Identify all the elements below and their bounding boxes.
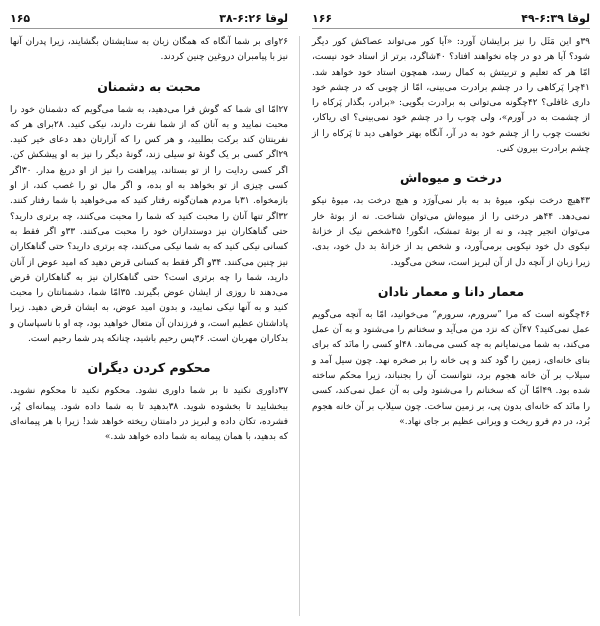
chapter-reference: لوقا ۶:۳۹-۴۹ xyxy=(521,12,590,25)
page-header xyxy=(312,12,590,29)
left-page xyxy=(0,0,298,626)
body-paragraph: ۳۹و این مَثَل را نیز برایشان آورد: «آیا کور می‌تواند عصاکش کور دیگر شود؟ آیا هر دو در چاه نخواهند افتاد؟ ۴۰شاگرد، برتر از استاد خود نیست، امّا هر که تعلیم و تربیتش به کمال رسد، همچون استاد خود خواهد شد. ۴۱چرا پَرکاهی را در چشم برادرت می‌بینی، امّا از چوبی که در چشم خود داری غافلی؟ ۴۲چگونه می‌توانی به برادرت بگویی: «برادر، بگذار پَرکاه را از چشمت به در آورم»، ولی چوب را در چشم خود نمی‌بینی؟ ای ریاکار، نخست چوب را از چشم خود به در آر، آنگاه بهتر خواهی دید تا پَرکاه را از چشم برادرت بیرون کنی. xyxy=(312,37,590,155)
section-heading: درخت و میوه‌اش xyxy=(400,170,502,186)
page-number: ۱۶۶ xyxy=(312,12,333,25)
body-paragraph: ۲۷امّا ای شما که گوش فرا می‌دهید، به شما می‌گویم که دشمنان خود را محبت نمایید و به آنان که از شما نفرت دارند، نیکی کنید. ۲۸برای هر که نفرینتان کند برکت بطلبید، و هر کس را که آزارتان دهد دعای خیر کنید. ۲۹اگر کسی بر یک گونهٔ تو سیلی زند، گونهٔ دیگر را نیز به او پیشکش کن. اگر کسی ردایت را از تو بستاند، پیراهنت را نیز از او دریغ مدار. ۳۰اگر کسی چیزی از تو بخواهد به او بده، و اگر مال تو را غصب کند، از او بازمخواه. ۳۱با مردم همان‌گونه رفتار کنید که می‌خواهید با شما رفتار کنند. ۳۲اگر تنها آنان را محبت کنید که شما را محبت می‌کنند، چه برتری دارید؟ حتی گناهکاران نیز دوستداران خود را محبت می‌کنند. ۳۳و اگر فقط به کسانی نیکی کنید که به شما نیکی می‌کنند، چه برتری دارید؟ حتی گناهکاران نیز چنین می‌کنند. ۳۴و اگر فقط به کسانی قرض دهید که امید عوض از آنان دارید، شما را چه برتری است؟ حتی گناهکاران نیز به گناهکاران قرض می‌دهند تا روزی از ایشان عوض بگیرند. ۳۵امّا شما، دشمنانتان را محبت کنید و به آنها نیکی نمایید، و بدون امید عوض، به ایشان قرض دهید. زیرا پاداشتان عظیم است، و فرزندان آن متعال خواهید بود، چه او با ناسپاسان و بدکاران مهربان است. ۳۶پس رحیم باشید، چنانکه پدر شما رحیم است. xyxy=(10,104,288,345)
page-header xyxy=(10,12,288,29)
chapter-reference: لوقا ۶:۲۶-۳۸ xyxy=(219,12,288,25)
intro-paragraph: ۲۶وای بر شما آنگاه که همگان زبان به ستایشتان بگشایند، زیرا پدران آنها نیز با پیامبران دروغین چنین کردند. xyxy=(10,37,288,63)
body-paragraph: ۴۳هیچ درخت نیکو، میوهٔ بد به بار نمی‌آورَد و هیچ درخت بد، میوهٔ نیکو نمی‌دهد. ۴۴هر درختی را از میوه‌اش می‌توان شناخت. نه از بوتهٔ خار می‌توان انجیر چید، و نه از بوتهٔ تمشک، انگور! ۴۵شخص نیک از خزانهٔ نیکوی دل خود نیکویی برمی‌آورد، و شخص بد از خزانهٔ بد دل خود، بدی. زیرا زبان از آنچه دل از آن لبریز است، سخن می‌گوید. xyxy=(312,196,590,268)
page-gutter xyxy=(299,36,300,616)
section-heading: محکوم کردن دیگران xyxy=(87,360,211,376)
body-paragraph: ۳۷داوری نکنید تا بر شما داوری نشود. محکوم نکنید تا محکوم نشوید. ببخشایید تا بخشوده شوید. ۳۸بدهید تا به شما داده شود. پیمانه‌ای پُر، فشرده، تکان داده و لبریز در دامنتان ریخته خواهد شد! زیرا با هر پیمانه‌ای که بدهید، با همان پیمانه به شما داده خواهد شد.» xyxy=(10,386,289,443)
section-heading: محبت به دشمنان xyxy=(97,78,201,94)
page-number: ۱۶۵ xyxy=(10,12,31,25)
right-page xyxy=(302,0,600,626)
section-heading: معمار دانا و معمار نادان xyxy=(377,283,525,299)
body-paragraph: ۴۶چگونه است که مرا ”سرورم، سرورم“ می‌خوانید، امّا به آنچه می‌گویم عمل نمی‌کنید؟ ۴۷آن که نزد من می‌آید و سخنانم را می‌شنود و به آن عمل می‌کند، به شما می‌نمایانم به چه کسی می‌ماند. ۴۸او کسی را مانَد که برای بنای خانه‌ای، زمین را گود کند و پی خانه را بر صخره نهد. چون سیل آمد و سیلاب بر آن خانه هجوم برد، نتوانست آن را بجنباند، زیرا محکم ساخته شده بود. ۴۹امّا آن که سخنانم را می‌شنود ولی به آن عمل نمی‌کند، کسی را مانَد که خانه‌ای بدون پی، بر زمین ساخت. چون سیلاب بر آن خانه هجوم بُرد، در دم فرو ریخت و ویرانی عظیم بر جای نهاد.» xyxy=(312,309,590,427)
